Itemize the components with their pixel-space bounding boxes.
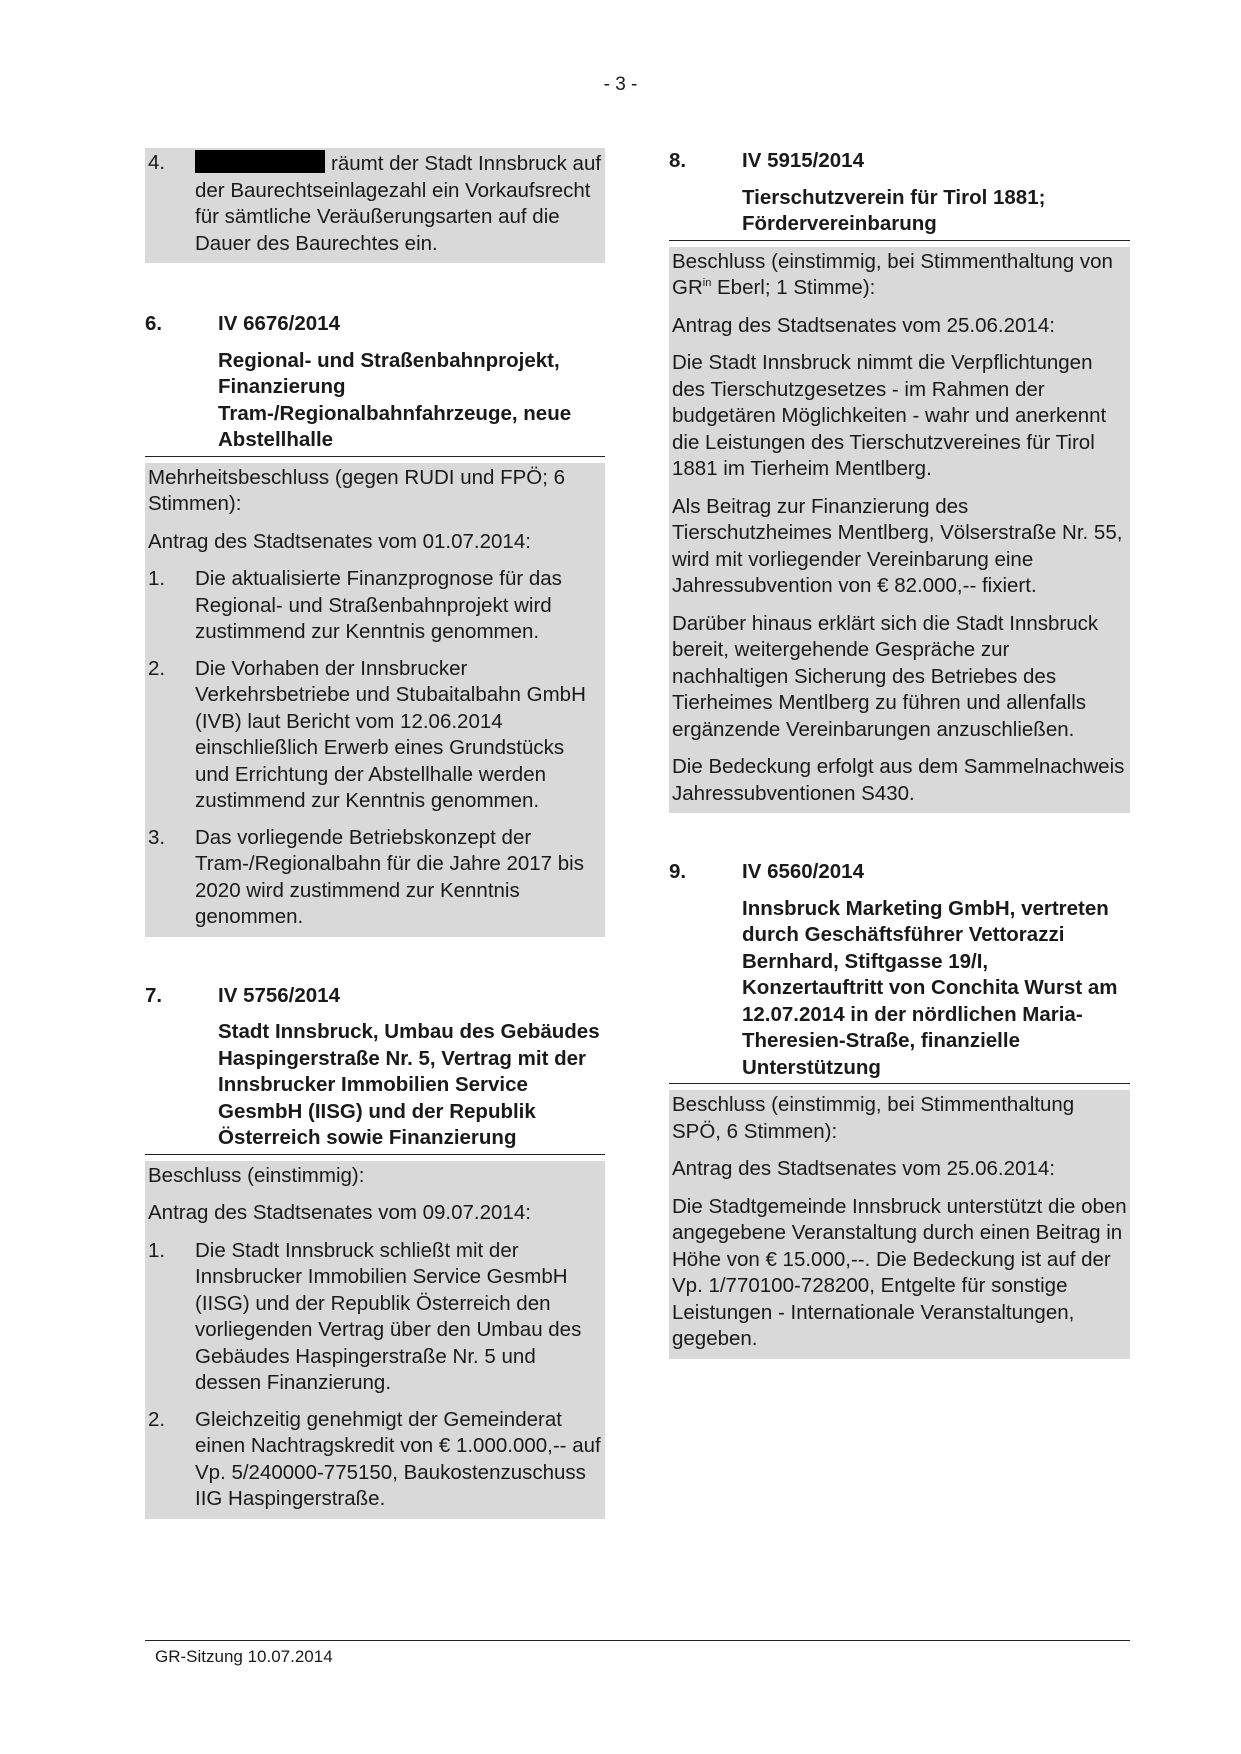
- section-title: Stadt Innsbruck, Umbau des Gebäudes Haspingerstraße Nr. 5, Vertrag mit der Innsbrucker Immobilien Service GesmbH (IISG) und der Republik Österreich sowie Finanzierung: [218, 1020, 600, 1149]
- divider: [669, 1083, 1130, 1084]
- footer-text: GR-Sitzung 10.07.2014: [155, 1647, 333, 1666]
- antrag-text: Antrag des Stadtsenates vom 01.07.2014:: [148, 529, 531, 553]
- right-column: [669, 148, 1130, 1359]
- section-6-heading: [145, 311, 605, 454]
- antrag-text: Antrag des Stadtsenates vom 25.06.2014:: [672, 313, 1055, 337]
- section-title: Regional- und Straßenbahnprojekt, Finanzierung Tram-/Regionalbahnfahrzeuge, neue Abstellhalle: [218, 348, 572, 451]
- section-9-heading: [669, 859, 1130, 1081]
- decision-text: Mehrheitsbeschluss (gegen RUDI und FPÖ; 6 Stimmen):: [148, 465, 566, 515]
- section-7-box: [145, 1161, 605, 1519]
- footer-divider: [145, 1640, 1130, 1641]
- page-number: - 3 -: [603, 74, 638, 95]
- redaction-bar: [195, 150, 325, 173]
- paragraph: Die Stadtgemeinde Innsbruck unterstützt die oben angegebene Veranstaltung durch einen Beitrag in Höhe von € 15.000,--. Die Bedeckung ist auf der Vp. 1/770100-728200, Entgelte für sonstige Leistungen - Internationale Veranstaltungen, gegeben.: [672, 1194, 1127, 1350]
- paragraph: Die Bedeckung erfolgt aus dem Sammelnachweis Jahressubventionen S430.: [672, 755, 1125, 805]
- divider: [145, 456, 605, 457]
- section-number: 7.: [145, 983, 163, 1007]
- item-4-box: [145, 148, 605, 263]
- section-ref: IV 5915/2014: [742, 149, 864, 172]
- section-title: Tierschutzverein für Tirol 1881; Fördervereinbarung: [742, 185, 1046, 235]
- decision-text: Beschluss (einstimmig, bei Stimmenthaltung von $GR^{in}$ Eberl; 1 Stimme):: [672, 249, 1113, 299]
- antrag-text: Antrag des Stadtsenates vom 09.07.2014:: [148, 1201, 531, 1224]
- paragraph: Die Stadt Innsbruck nimmt die Verpflichtungen des Tierschutzgesetzes - im Rahmen der budgetären Möglichkeiten - wahr und anerkennt die Leistungen des Tierschutzvereines für Tirol 1881 im Tierheim Mentlberg.: [672, 351, 1107, 480]
- item-number: 4.: [148, 151, 166, 174]
- divider: [669, 240, 1130, 241]
- section-number: 9.: [669, 860, 687, 883]
- list-item: 1. Die aktualisierte Finanzprognose für das Regional- und Straßenbahnprojekt wird zustimmend zur Kenntnis genommen.: [148, 567, 562, 643]
- antrag-text: Antrag des Stadtsenates vom 25.06.2014:: [672, 1157, 1055, 1180]
- paragraph: Als Beitrag zur Finanzierung des Tierschutzheimes Mentlberg, Völserstraße Nr. 55, wird mit vorliegender Vereinbarung eine Jahressubvention von € 82.000,-- fixiert.: [672, 494, 1123, 597]
- section-ref: IV 6560/2014: [742, 860, 864, 883]
- list-item: 3. Das vorliegende Betriebskonzept der Tram-/Regionalbahn für die Jahre 2017 bis 2020 wird zustimmend zur Kenntnis genommen.: [148, 825, 584, 928]
- divider: [145, 1154, 605, 1155]
- section-ref: IV 6676/2014: [218, 312, 340, 335]
- left-column: [145, 148, 605, 1519]
- section-ref: IV 5756/2014: [218, 983, 340, 1007]
- section-number: 6.: [145, 312, 163, 335]
- section-8-box: [669, 247, 1130, 814]
- section-6-box: [145, 463, 605, 937]
- section-8-heading: [669, 148, 1130, 238]
- section-title: Innsbruck Marketing GmbH, vertreten durch Geschäftsführer Vettorazzi Bernhard, Stiftgasse 19/I, Konzertauftritt von Conchita Wurst am 12.07.2014 in der nördlichen Maria-Theresien-Straße, finanzielle Unterstützung: [742, 896, 1118, 1079]
- section-number: 8.: [669, 149, 687, 172]
- section-9-box: [669, 1090, 1130, 1359]
- item-text: räumt der Stadt Innsbruck auf der Baurechtseinlagezahl ein Vorkaufsrecht für sämtliche Veräußerungsarten auf die Dauer des Baurechtes ein.: [195, 152, 602, 255]
- list-item: 2. Gleichzeitig genehmigt der Gemeinderat einen Nachtragskredit von € 1.000.000,-- auf Vp. 5/240000-775150, Baukostenzuschuss IIG Haspingerstraße.: [148, 1407, 601, 1510]
- section-7-heading: [145, 983, 605, 1152]
- decision-text: Beschluss (einstimmig, bei Stimmenthaltung SPÖ, 6 Stimmen):: [672, 1093, 1075, 1143]
- paragraph: Darüber hinaus erklärt sich die Stadt Innsbruck bereit, weitergehende Gespräche zur nachhaltigen Sicherung des Betriebes des Tierheimes Mentlberg zu führen und allenfalls ergänzende Vereinbarungen anzuschließen.: [672, 611, 1099, 741]
- list-item: 2. Die Vorhaben der Innsbrucker Verkehrsbetriebe und Stubaitalbahn GmbH (IVB) laut Bericht vom 12.06.2014 einschließlich Erwerb eines Grundstücks und Errichtung der Abstellhalle werden zustimmend zur Kenntnis genommen.: [148, 656, 586, 812]
- list-item: [148, 150, 602, 257]
- list-item: 1. Die Stadt Innsbruck schließt mit der Innsbrucker Immobilien Service GesmbH (IISG) und der Republik Österreich den vorliegenden Vertrag über den Umbau des Gebäudes Haspingerstraße Nr. 5 und dessen Finanzierung.: [148, 1238, 582, 1394]
- decision-text: Beschluss (einstimmig):: [148, 1163, 365, 1187]
